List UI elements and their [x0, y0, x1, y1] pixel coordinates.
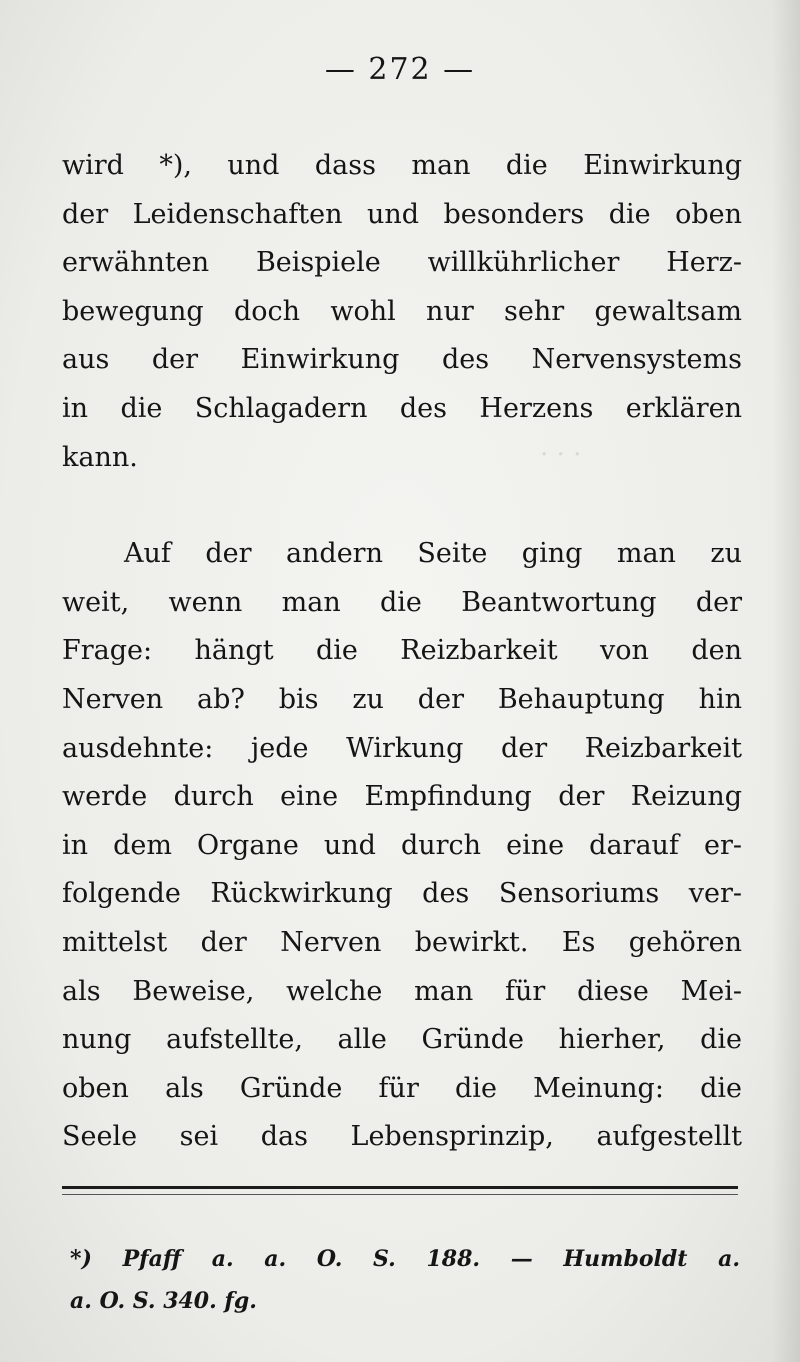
show-through-text: · · · — [540, 440, 582, 470]
text-line: wird *), und dass man die Einwirkung — [62, 150, 742, 181]
text-line: in die Schlagadern des Herzens erklären — [62, 392, 742, 424]
text-line: weit, wenn man die Beantwortung der — [62, 586, 742, 618]
footnote — [70, 1238, 740, 1322]
text-line: bewegung doch wohl nur sehr gewaltsam — [62, 295, 742, 327]
text-line: der Leidenschaften und besonders die oben — [62, 198, 742, 230]
text-line: mittelst der Nerven bewirkt. Es gehören — [62, 926, 742, 958]
text-line: werde durch eine Empfindung der Reizung — [62, 781, 742, 813]
page-edge-shadow — [772, 0, 800, 1362]
text-line: nung aufstellte, alle Gründe hierher, die — [62, 1024, 742, 1056]
page-number: — 272 — — [324, 52, 476, 87]
text-line: Auf der andern Seite ging man zu — [124, 538, 742, 570]
text-line: als Beweise, welche man für diese Mei- — [62, 975, 742, 1007]
paragraph-gap — [62, 482, 742, 530]
text-line: oben als Gründe für die Meinung: die — [62, 1072, 742, 1104]
main-text — [62, 142, 742, 1162]
text-line: kann. — [62, 441, 138, 473]
footnote-line: *) Pfaff a. a. O. S. 188. — Humboldt a. — [70, 1246, 740, 1272]
footnote-line: a. O. S. 340. fg. — [70, 1288, 257, 1314]
text-line: erwähnten Beispiele willkührlicher Herz- — [62, 247, 742, 279]
footnote-rule-thin — [62, 1194, 738, 1195]
text-line: ausdehnte: jede Wirkung der Reizbarkeit — [62, 732, 742, 764]
paragraph-1 — [62, 142, 742, 482]
text-line: Seele sei das Lebensprinzip, aufgestellt — [62, 1121, 742, 1153]
text-line: Frage: hängt die Reizbarkeit von den — [62, 635, 742, 667]
text-line: Nerven ab? bis zu der Behauptung hin — [62, 683, 742, 715]
text-line: aus der Einwirkung des Nervensystems — [62, 344, 742, 376]
text-line: in dem Organe und durch eine darauf er- — [62, 829, 742, 861]
footnote-rule — [62, 1186, 738, 1189]
text-line: folgende Rückwirkung des Sensoriums ver- — [62, 878, 742, 910]
paragraph-2 — [62, 530, 742, 1162]
